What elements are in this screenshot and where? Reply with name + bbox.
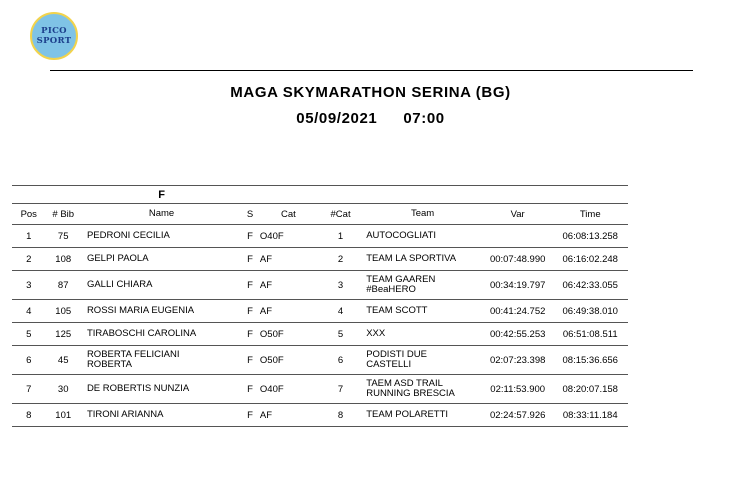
group-label: F bbox=[81, 186, 242, 204]
cell-bib: 87 bbox=[46, 271, 81, 300]
cell-name: ROBERTA FELICIANI ROBERTA bbox=[81, 346, 242, 375]
header-divider bbox=[50, 70, 693, 71]
cell-cat-rank: 6 bbox=[319, 346, 362, 375]
cell-time: 06:08:13.258 bbox=[552, 225, 628, 248]
cell-sex: F bbox=[242, 248, 258, 271]
cell-cat-rank: 1 bbox=[319, 225, 362, 248]
cell-pos: 4 bbox=[12, 300, 46, 323]
column-header-row bbox=[12, 204, 628, 225]
table-row bbox=[12, 323, 628, 346]
col-gap-header: Var bbox=[483, 204, 553, 225]
cell-cat: O40F bbox=[258, 225, 319, 248]
cell-name: ROSSI MARIA EUGENIA bbox=[81, 300, 242, 323]
cell-cat: AF bbox=[258, 271, 319, 300]
col-cat-rank-header: #Cat bbox=[319, 204, 362, 225]
cell-time: 08:20:07.158 bbox=[552, 375, 628, 404]
cell-name: GELPI PAOLA bbox=[81, 248, 242, 271]
logo-line-2: SPORT bbox=[36, 36, 72, 46]
col-pos-header: Pos bbox=[12, 204, 46, 225]
cell-sex: F bbox=[242, 323, 258, 346]
cell-name: TIRABOSCHI CAROLINA bbox=[81, 323, 242, 346]
cell-cat-rank: 8 bbox=[319, 404, 362, 427]
cell-gap: 00:07:48.990 bbox=[483, 248, 553, 271]
cell-bib: 108 bbox=[46, 248, 81, 271]
cell-cat: O50F bbox=[258, 346, 319, 375]
cell-cat: O40F bbox=[258, 375, 319, 404]
cell-team: TEAM LA SPORTIVA bbox=[362, 248, 483, 271]
cell-time: 06:49:38.010 bbox=[552, 300, 628, 323]
cell-pos: 5 bbox=[12, 323, 46, 346]
cell-pos: 6 bbox=[12, 346, 46, 375]
cell-gap: 02:07:23.398 bbox=[483, 346, 553, 375]
cell-bib: 45 bbox=[46, 346, 81, 375]
cell-team: TEAM POLARETTI bbox=[362, 404, 483, 427]
cell-cat: O50F bbox=[258, 323, 319, 346]
cell-pos: 7 bbox=[12, 375, 46, 404]
table-row bbox=[12, 404, 628, 427]
col-time-header: Time bbox=[552, 204, 628, 225]
cell-bib: 30 bbox=[46, 375, 81, 404]
cell-gap: 02:11:53.900 bbox=[483, 375, 553, 404]
cell-gap: 00:41:24.752 bbox=[483, 300, 553, 323]
table-row bbox=[12, 375, 628, 404]
cell-time: 06:16:02.248 bbox=[552, 248, 628, 271]
cell-pos: 3 bbox=[12, 271, 46, 300]
cell-sex: F bbox=[242, 300, 258, 323]
cell-cat: AF bbox=[258, 404, 319, 427]
cell-time: 06:51:08.511 bbox=[552, 323, 628, 346]
cell-sex: F bbox=[242, 271, 258, 300]
pico-sport-logo bbox=[30, 12, 78, 60]
cell-pos: 2 bbox=[12, 248, 46, 271]
cell-sex: F bbox=[242, 404, 258, 427]
table-row bbox=[12, 271, 628, 300]
cell-cat-rank: 2 bbox=[319, 248, 362, 271]
cell-gap: 00:34:19.797 bbox=[483, 271, 553, 300]
cell-sex: F bbox=[242, 346, 258, 375]
cell-cat: AF bbox=[258, 248, 319, 271]
col-sex-header: S bbox=[242, 204, 258, 225]
table-row bbox=[12, 300, 628, 323]
cell-name: DE ROBERTIS NUNZIA bbox=[81, 375, 242, 404]
cell-pos: 1 bbox=[12, 225, 46, 248]
cell-bib: 125 bbox=[46, 323, 81, 346]
cell-bib: 101 bbox=[46, 404, 81, 427]
col-bib-header: # Bib bbox=[46, 204, 81, 225]
col-name-header: Name bbox=[81, 204, 242, 225]
event-title: MAGA SKYMARATHON SERINA (BG) bbox=[230, 84, 511, 101]
cell-name: PEDRONI CECILIA bbox=[81, 225, 242, 248]
cell-cat-rank: 5 bbox=[319, 323, 362, 346]
cell-time: 08:15:36.656 bbox=[552, 346, 628, 375]
cell-bib: 75 bbox=[46, 225, 81, 248]
cell-gap: 02:24:57.926 bbox=[483, 404, 553, 427]
logo-line-1: PICO bbox=[41, 26, 67, 36]
cell-bib: 105 bbox=[46, 300, 81, 323]
cell-pos: 8 bbox=[12, 404, 46, 427]
col-cat-header: Cat bbox=[258, 204, 319, 225]
cell-team: TAEM ASD TRAIL RUNNING BRESCIA bbox=[362, 375, 483, 404]
cell-cat-rank: 3 bbox=[319, 271, 362, 300]
cell-team: AUTOCOGLIATI bbox=[362, 225, 483, 248]
cell-time: 08:33:11.184 bbox=[552, 404, 628, 427]
cell-sex: F bbox=[242, 375, 258, 404]
cell-team: TEAM GAAREN #BeaHERO bbox=[362, 271, 483, 300]
cell-cat-rank: 4 bbox=[319, 300, 362, 323]
table-row bbox=[12, 346, 628, 375]
event-datetime bbox=[0, 110, 741, 127]
cell-cat-rank: 7 bbox=[319, 375, 362, 404]
table-row bbox=[12, 248, 628, 271]
group-header-row bbox=[12, 186, 628, 204]
cell-team: PODISTI DUE CASTELLI bbox=[362, 346, 483, 375]
table-row bbox=[12, 225, 628, 248]
cell-time: 06:42:33.055 bbox=[552, 271, 628, 300]
cell-team: TEAM SCOTT bbox=[362, 300, 483, 323]
cell-sex: F bbox=[242, 225, 258, 248]
cell-name: GALLI CHIARA bbox=[81, 271, 242, 300]
cell-team: XXX bbox=[362, 323, 483, 346]
results-table bbox=[12, 185, 628, 427]
cell-cat: AF bbox=[258, 300, 319, 323]
col-team-header: Team bbox=[362, 204, 483, 225]
event-time: 07:00 bbox=[403, 110, 445, 127]
event-date: 05/09/2021 bbox=[296, 110, 378, 127]
cell-gap: 00:42:55.253 bbox=[483, 323, 553, 346]
cell-gap bbox=[483, 225, 553, 248]
cell-name: TIRONI ARIANNA bbox=[81, 404, 242, 427]
